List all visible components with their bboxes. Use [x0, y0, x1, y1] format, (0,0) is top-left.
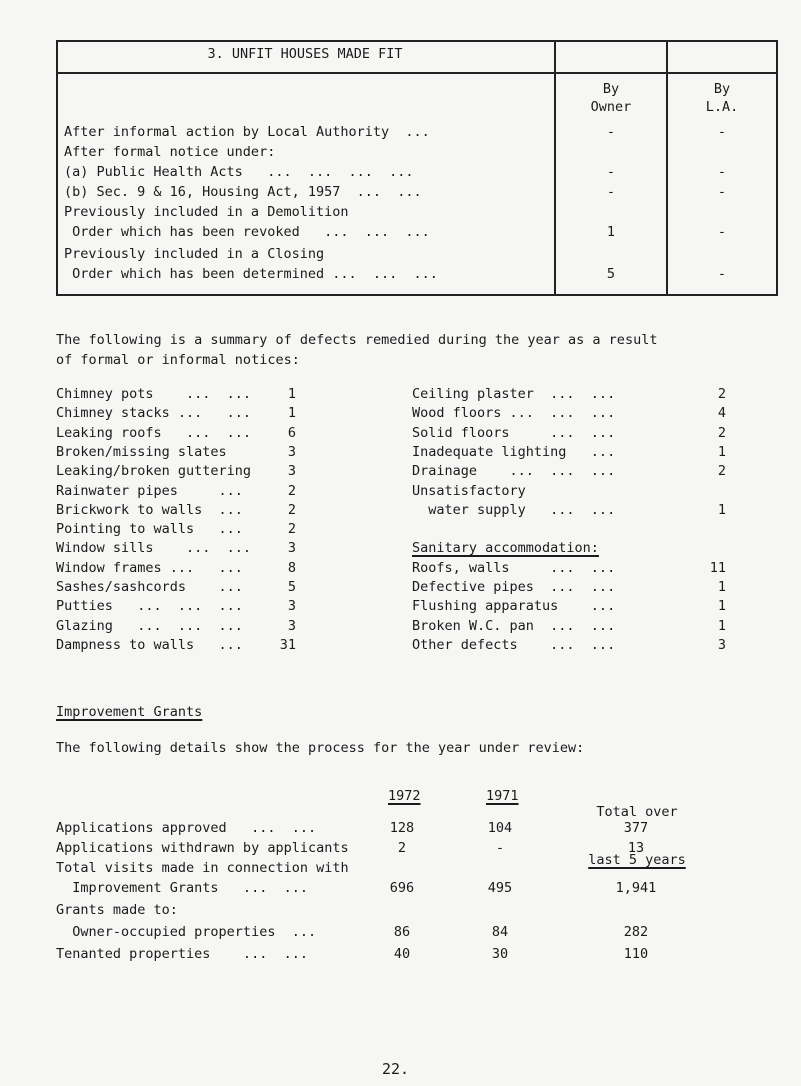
defect-label: Rainwater pipes ... — [56, 482, 243, 499]
defect-label: Broken/missing slates — [56, 443, 227, 460]
page-number: 22. — [382, 1060, 410, 1078]
defect-label: Leaking roofs ... ... — [56, 424, 252, 441]
table-border-right — [776, 40, 778, 296]
defect-label: Chimney stacks ... ... — [56, 405, 252, 422]
col-head-total-line2: last 5 years — [588, 852, 686, 868]
defect-count: 3 — [717, 636, 726, 653]
table-row-label: After formal notice under: — [64, 144, 276, 160]
grant-value-total: 282 — [623, 924, 649, 940]
grant-value-y1972: 128 — [389, 820, 415, 836]
defect-count: 2 — [287, 501, 296, 518]
defect-label: Putties ... ... ... — [56, 598, 243, 615]
defect-label: Sanitary accommodation: — [412, 540, 599, 557]
defect-count: 11 — [709, 559, 726, 576]
defect-label: Brickwork to walls ... — [56, 501, 243, 518]
col-head-la-line2: L.A. — [705, 99, 739, 115]
owner-value: 5 — [606, 266, 616, 282]
table-border-left — [56, 40, 58, 296]
owner-value: - — [606, 164, 616, 180]
defect-label: Broken W.C. pan ... ... — [412, 617, 616, 634]
defect-count: 1 — [717, 579, 726, 595]
grant-value-y1972: 40 — [393, 946, 411, 962]
owner-value: 1 — [606, 224, 616, 240]
col-head-1972: 1972 — [388, 788, 421, 804]
defect-count: 1 — [717, 443, 726, 460]
owner-value: - — [606, 184, 616, 200]
table-border-top — [56, 40, 778, 42]
table-row-label: Order which has been revoked ... ... ... — [64, 224, 430, 240]
defect-count: 1 — [717, 617, 726, 634]
table-row-label: (a) Public Health Acts ... ... ... ... — [64, 164, 414, 180]
grant-row-label: Owner-occupied properties ... — [56, 924, 317, 940]
grant-row-label: Improvement Grants ... ... — [56, 880, 308, 896]
defect-count: 3 — [287, 443, 296, 460]
defect-label: Chimney pots ... ... — [56, 386, 252, 402]
defect-label: Window frames ... ... — [56, 559, 243, 576]
la-value: - — [717, 164, 727, 180]
grant-value-total: 13 — [627, 840, 645, 856]
col-head-la-line1: By — [713, 81, 731, 97]
table-row-label: Order which has been determined ... ... ... — [64, 266, 438, 282]
table-title: 3. UNFIT HOUSES MADE FIT — [207, 46, 403, 62]
defect-label: water supply ... ... — [412, 501, 616, 518]
defect-label: Pointing to walls ... — [56, 521, 243, 538]
defect-count: 1 — [717, 501, 726, 518]
defect-count: 2 — [287, 482, 296, 499]
grant-value-y1971: 495 — [487, 880, 513, 896]
table-row-label: (b) Sec. 9 & 16, Housing Act, 1957 ... ... — [64, 184, 422, 200]
table-row-label: Previously included in a Demolition — [64, 204, 349, 220]
defect-label: Leaking/broken guttering — [56, 463, 252, 480]
col-head-owner-line1: By — [602, 81, 620, 97]
grant-value-y1971: - — [495, 840, 505, 856]
col-head-owner — [556, 80, 666, 116]
defect-count: 6 — [287, 424, 296, 441]
grant-value-y1971: 84 — [491, 924, 509, 940]
grant-row-label: Grants made to: — [56, 902, 178, 918]
defect-count: 1 — [717, 598, 726, 615]
grant-row-label: Applications withdrawn by applicants — [56, 840, 349, 856]
defect-label: Ceiling plaster ... ... — [412, 386, 616, 402]
defect-label: Solid floors ... ... — [412, 424, 616, 441]
defect-label: Flushing apparatus ... — [412, 598, 616, 615]
defect-label: Other defects ... ... — [412, 636, 616, 653]
grant-row-label: Applications approved ... ... — [56, 820, 317, 836]
la-value: - — [717, 124, 727, 140]
owner-value: - — [606, 124, 616, 140]
defect-label: Window sills ... ... — [56, 540, 252, 557]
defect-count: 3 — [287, 540, 296, 557]
grant-value-y1972: 86 — [393, 924, 411, 940]
defect-count: 2 — [717, 463, 726, 480]
grant-row-label: Tenanted properties ... ... — [56, 946, 308, 962]
defect-label: Defective pipes ... ... — [412, 579, 616, 595]
defect-count: 1 — [287, 405, 296, 422]
grant-row-label: Total visits made in connection with — [56, 860, 349, 876]
defect-count: 2 — [717, 424, 726, 441]
defect-count: 3 — [287, 598, 296, 615]
grant-value-total: 110 — [623, 946, 649, 962]
la-value: - — [717, 224, 727, 240]
table-row-label: After informal action by Local Authority ... — [64, 124, 430, 140]
defect-label: Sashes/sashcords ... — [56, 579, 243, 595]
unfit-houses-table — [56, 40, 778, 298]
defect-label: Inadequate lighting ... — [412, 443, 616, 460]
col-head-1971: 1971 — [486, 788, 519, 804]
table-border-bottom — [56, 294, 778, 296]
defect-count: 3 — [287, 617, 296, 634]
table-row-label: Previously included in a Closing — [64, 246, 325, 262]
table-header-rule — [56, 72, 778, 74]
defect-label: Wood floors ... ... ... — [412, 405, 616, 422]
defect-count: 4 — [717, 405, 726, 422]
defects-intro-line1: The following is a summary of defects remedied during the year as a result — [56, 332, 658, 348]
la-value: - — [717, 266, 727, 282]
defect-label: Unsatisfactory — [412, 482, 526, 499]
defect-label: Drainage ... ... ... — [412, 463, 616, 480]
defect-label: Glazing ... ... ... — [56, 617, 243, 634]
defect-count: 5 — [287, 579, 296, 595]
defect-count: 2 — [717, 386, 726, 402]
grant-value-y1972: 696 — [389, 880, 415, 896]
defect-count: 3 — [287, 463, 296, 480]
grant-value-total: 377 — [623, 820, 649, 836]
grant-value-y1972: 2 — [397, 840, 407, 856]
grants-intro: The following details show the process for the year under review: — [56, 740, 585, 756]
la-value: - — [717, 184, 727, 200]
grants-heading: Improvement Grants — [56, 704, 203, 720]
defect-label: Dampness to walls ... — [56, 636, 243, 653]
defect-count: 31 — [279, 636, 296, 653]
col-head-total-line1: Total over — [596, 804, 678, 820]
defects-intro-line2: of formal or informal notices: — [56, 352, 300, 368]
grant-value-y1971: 104 — [487, 820, 513, 836]
grant-value-total: 1,941 — [615, 880, 657, 896]
col-head-la — [668, 80, 776, 116]
defect-label: Roofs, walls ... ... — [412, 559, 616, 576]
defect-count: 8 — [287, 559, 296, 576]
col-head-owner-line2: Owner — [590, 99, 632, 115]
defect-count: 2 — [287, 521, 296, 538]
grant-value-y1971: 30 — [491, 946, 509, 962]
defect-count: 1 — [287, 386, 296, 402]
